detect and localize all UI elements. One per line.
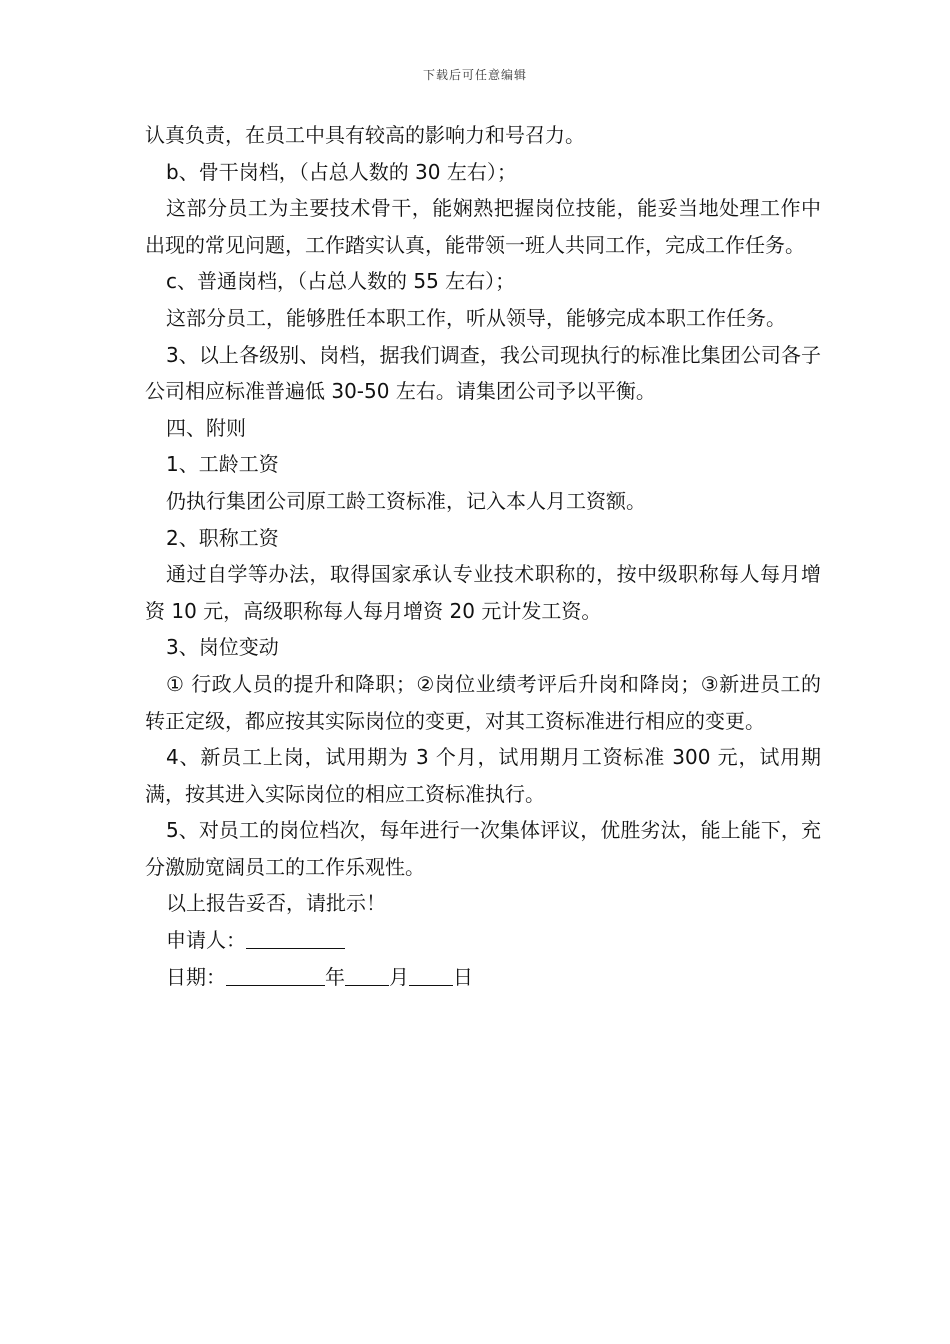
day-label: 日 <box>453 964 473 989</box>
paragraph-position-change: ① 行政人员的提升和降职；②岗位业绩考评后升岗和降岗；③新进员工的转正定级，都应按其实际岗位的变更，对其工资标准进行相应的变更。 <box>145 671 821 733</box>
paragraph-closing: 以上报告妥否，请批示！ <box>166 891 386 916</box>
year-blank[interactable] <box>226 963 325 986</box>
subheading-seniority-pay: 1、工龄工资 <box>166 452 279 477</box>
paragraph-title-pay: 通过自学等办法，取得国家承认专业技术职称的，按中级职称每人每月增资 10 元，高级职称每人每月增资 20 元计发工资。 <box>145 562 821 623</box>
month-label: 月 <box>389 964 409 989</box>
applicant-blank[interactable] <box>246 926 345 949</box>
paragraph-probation: 4、新员工上岗，试用期为 3 个月，试用期月工资标准 300 元，试用期满，按其进入实际岗位的相应工资标准执行。 <box>145 745 821 806</box>
day-blank[interactable] <box>409 963 453 986</box>
subheading-title-pay: 2、职称工资 <box>166 525 279 550</box>
applicant-label: 申请人： <box>166 928 246 953</box>
date-line <box>145 959 821 996</box>
subheading-position-change: 3、岗位变动 <box>166 635 279 660</box>
date-label: 日期： <box>166 964 226 989</box>
paragraph-normal-tier: c、普通岗档，（占总人数的 55 左右）； <box>166 269 516 294</box>
paragraph-seniority-pay: 仍执行集团公司原工龄工资标准，记入本人月工资额。 <box>166 488 646 513</box>
paragraph-continuation: 认真负责，在员工中具有较高的影响力和号召力。 <box>145 123 585 147</box>
applicant-line <box>145 922 821 959</box>
paragraph-annual-review: 5、对员工的岗位档次，每年进行一次集体评议，优胜劣汰，能上能下，充分激励宽阔员工的工作乐观性。 <box>145 818 821 879</box>
year-label: 年 <box>325 964 345 989</box>
paragraph-survey-note: 3、以上各级别、岗档，据我们调查，我公司现执行的标准比集团公司各子公司相应标准普遍低 30-50 左右。请集团公司予以平衡。 <box>145 342 821 404</box>
paragraph-backbone-description: 这部分员工为主要技术骨干，能娴熟把握岗位技能，能妥当地处理工作中出现的常见问题，工作踏实认真，能带领一班人共同工作，完成工作任务。 <box>145 196 821 257</box>
paragraph-normal-description: 这部分员工，能够胜任本职工作，听从领导，能够完成本职工作任务。 <box>166 305 786 330</box>
header-note: 下载后可任意编辑 <box>422 68 527 82</box>
month-blank[interactable] <box>345 963 389 986</box>
section-heading-appendix: 四、附则 <box>166 415 246 440</box>
paragraph-backbone-tier: b、骨干岗档，（占总人数的 30 左右）； <box>166 159 517 184</box>
document-body <box>145 117 821 995</box>
